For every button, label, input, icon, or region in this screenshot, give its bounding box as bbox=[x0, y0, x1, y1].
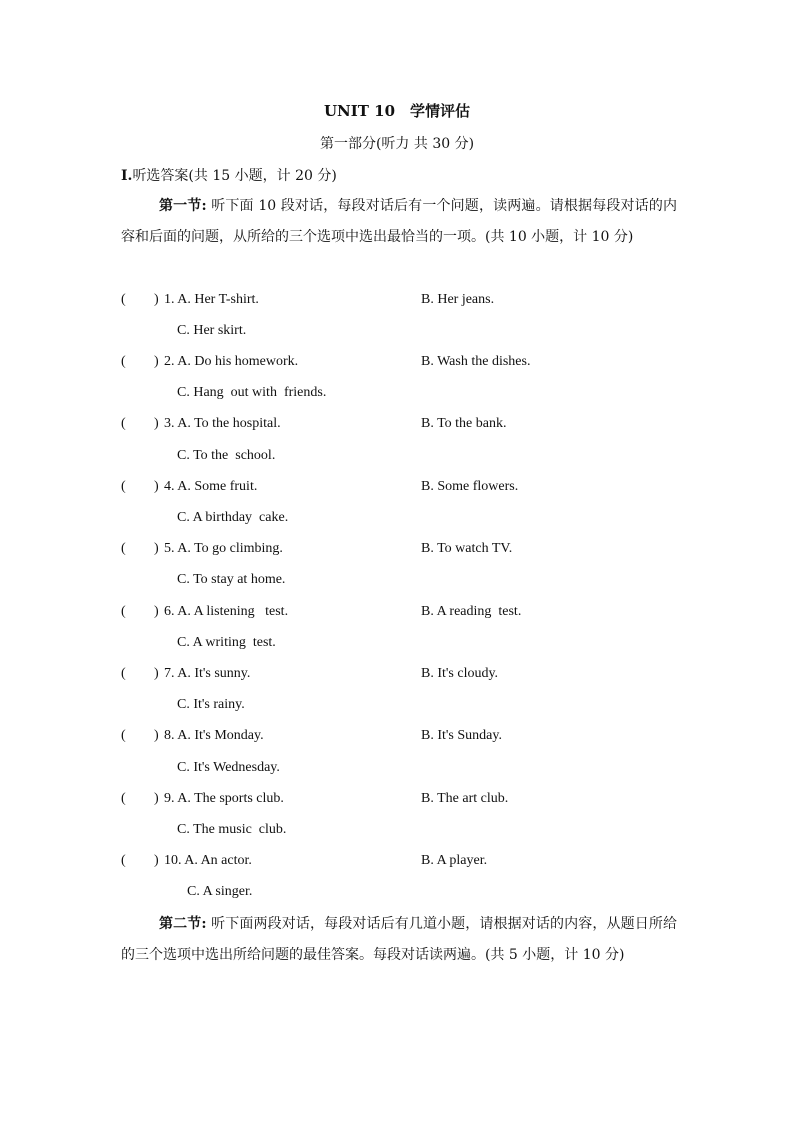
answer-bracket-open: ( bbox=[121, 604, 126, 619]
option-b: B. Some flowers. bbox=[421, 479, 519, 494]
part2-lead: 第二节: bbox=[159, 916, 207, 932]
question-row-2 bbox=[121, 354, 677, 376]
part2-text: 听下面两段对话，每段对话后有几道小题，请根据对话的内容，从题日所给的三个选项中选出所给问题的最佳答案。每段对话读两遍。(共 5 小题，计 10 分) bbox=[121, 916, 678, 963]
part1-instructions bbox=[121, 191, 677, 253]
option-c: C. It's rainy. bbox=[177, 697, 245, 712]
answer-bracket-open: ( bbox=[121, 853, 126, 868]
answer-bracket-open: ( bbox=[121, 416, 126, 431]
option-b: B. Wash the dishes. bbox=[421, 354, 531, 369]
answer-bracket-close: ) bbox=[154, 416, 159, 431]
option-b: B. A reading test. bbox=[421, 604, 522, 619]
option-c: C. Hang out with friends. bbox=[177, 385, 327, 400]
option-a: 3. A. To the hospital. bbox=[164, 416, 281, 431]
option-c: C. Her skirt. bbox=[177, 323, 247, 338]
option-b: B. It's Sunday. bbox=[421, 728, 502, 743]
answer-bracket-open: ( bbox=[121, 541, 126, 556]
option-b: B. To watch TV. bbox=[421, 541, 513, 556]
question-row-7 bbox=[121, 666, 677, 688]
option-b: B. It's cloudy. bbox=[421, 666, 499, 681]
option-a: 7. A. It's sunny. bbox=[164, 666, 251, 681]
option-a: 10. A. An actor. bbox=[164, 853, 252, 868]
answer-bracket-open: ( bbox=[121, 728, 126, 743]
answer-bracket-close: ) bbox=[154, 604, 159, 619]
answer-bracket-close: ) bbox=[154, 541, 159, 556]
question-row-8 bbox=[121, 728, 677, 750]
answer-bracket-close: ) bbox=[154, 354, 159, 369]
option-c: C. To the school. bbox=[177, 448, 276, 463]
answer-bracket-open: ( bbox=[121, 354, 126, 369]
question-row-4 bbox=[121, 479, 677, 501]
option-a: 5. A. To go climbing. bbox=[164, 541, 283, 556]
answer-bracket-close: ) bbox=[154, 479, 159, 494]
option-c: C. It's Wednesday. bbox=[177, 760, 280, 775]
option-a: 1. A. Her T-shirt. bbox=[164, 292, 259, 307]
option-a: 6. A. A listening test. bbox=[164, 604, 289, 619]
option-c: C. A writing test. bbox=[177, 635, 276, 650]
option-b: B. Her jeans. bbox=[421, 292, 495, 307]
question-row-3 bbox=[121, 416, 677, 438]
question-row-10 bbox=[121, 853, 677, 875]
question-row-9 bbox=[121, 791, 677, 813]
answer-bracket-close: ) bbox=[154, 728, 159, 743]
option-b: B. The art club. bbox=[421, 791, 509, 806]
option-a: 9. A. The sports club. bbox=[164, 791, 284, 806]
option-b: B. A player. bbox=[421, 853, 488, 868]
part1-text: 听下面 10 段对话，每段对话后有一个问题，读两遍。请根据每段对话的内容和后面的问题，从所给的三个选项中选出最恰当的一项。(共 10 小题，计 10 分) bbox=[121, 198, 677, 245]
answer-bracket-open: ( bbox=[121, 292, 126, 307]
option-c: C. A singer. bbox=[187, 884, 253, 899]
answer-bracket-open: ( bbox=[121, 479, 126, 494]
option-c: C. A birthday cake. bbox=[177, 510, 289, 525]
answer-bracket-open: ( bbox=[121, 666, 126, 681]
option-a: 2. A. Do his homework. bbox=[164, 354, 299, 369]
option-c: C. The music club. bbox=[177, 822, 287, 837]
question-row-6 bbox=[121, 604, 677, 626]
section-heading-text: 听选答案(共 15 小题，计 20 分) bbox=[132, 168, 337, 184]
page-title: UNIT 10 学情评估 bbox=[323, 102, 471, 120]
answer-bracket-open: ( bbox=[121, 791, 126, 806]
option-b: B. To the bank. bbox=[421, 416, 507, 431]
answer-bracket-close: ) bbox=[154, 791, 159, 806]
section-numeral: Ⅰ. bbox=[121, 168, 133, 184]
question-row-5 bbox=[121, 541, 677, 563]
option-a: 8. A. It's Monday. bbox=[164, 728, 264, 743]
answer-bracket-close: ) bbox=[154, 292, 159, 307]
part2-instructions bbox=[121, 909, 677, 971]
section-heading bbox=[121, 165, 337, 185]
option-c: C. To stay at home. bbox=[177, 572, 286, 587]
question-row-1 bbox=[121, 292, 677, 314]
answer-bracket-close: ) bbox=[154, 853, 159, 868]
page-subtitle: 第一部分(听力 共 30 分) bbox=[319, 136, 475, 152]
option-a: 4. A. Some fruit. bbox=[164, 479, 258, 494]
part1-lead: 第一节: bbox=[159, 198, 207, 214]
answer-bracket-close: ) bbox=[154, 666, 159, 681]
